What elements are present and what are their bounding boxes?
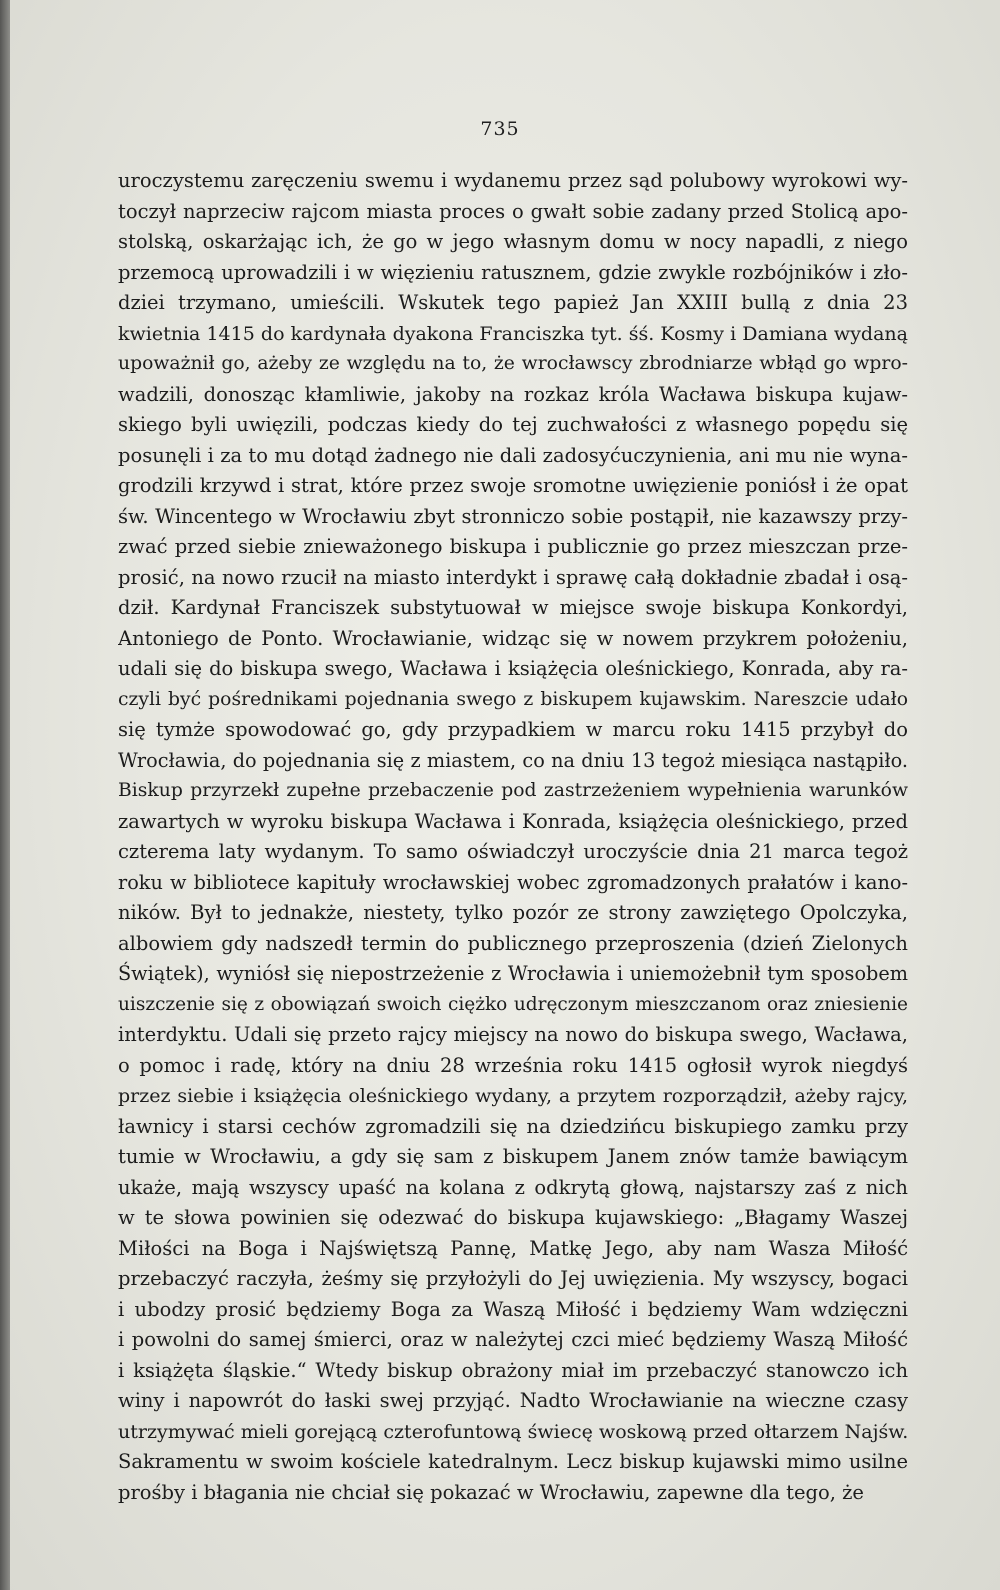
text-line: kwietnia 1415 do kardynała dyakona Franciszka tyt. śś. Kosmy i Damiana wydaną: [118, 322, 908, 345]
text-line: zawartych w wyroku biskupa Wacława i Konrada, książęcia oleśnickiego, przed: [118, 809, 908, 833]
text-line: w te słowa powinien się odezwać do biskupa kujawskiego: „Błagamy Waszej: [118, 1206, 908, 1229]
text-line: Miłości na Boga i Najświętszą Pannę, Matkę Jego, aby nam Wasza Miłość: [118, 1236, 908, 1260]
text-line: wadzili, donosząc kłamliwie, jakoby na rozkaz króla Wacława biskupa kujaw-: [118, 382, 908, 406]
page-number: 735: [480, 118, 520, 140]
text-line: tumie w Wrocławiu, a gdy się sam z biskupem Janem znów tamże bawiącym: [118, 1145, 908, 1168]
text-line: prośby i błagania nie chciał się pokazać w Wrocławiu, zapewne dla tego, że: [118, 1480, 864, 1504]
text-line: czyli być pośrednikami pojednania swego z biskupem kujawskim. Nareszcie udało: [118, 688, 908, 710]
body-text: [118, 166, 908, 1508]
page-edge-shadow: [0, 0, 10, 1590]
text-line: utrzymywać mieli gorejącą czterofuntową świecę woskową przed ołtarzem Najśw.: [118, 1420, 908, 1443]
text-line: Antoniego de Ponto. Wrocławianie, widząc się w nowem przykrem położeniu,: [118, 626, 908, 650]
text-line: prosić, na nowo rzucił na miasto interdykt i sprawę całą dokładnie zbadał i osą-: [118, 565, 908, 589]
text-line: toczył naprzeciw rajcom miasta proces o gwałt sobie zadany przed Stolicą apo-: [118, 199, 908, 223]
text-line: przez siebie i książęcia oleśnickiego wydany, a przytem rozporządził, ażeby rajcy,: [118, 1085, 908, 1107]
text-line: roku w bibliotece kapituły wrocławskiej wobec zgromadzonych prałatów i kano-: [118, 870, 908, 894]
text-line: ławnicy i starsi cechów zgromadzili się na dziedzińcu biskupiego zamku przy: [118, 1114, 908, 1138]
text-line: interdyktu. Udali się przeto rajcy miejscy na nowo do biskupa swego, Wacława,: [118, 1023, 908, 1046]
text-line: o pomoc i radę, który na dniu 28 września roku 1415 ogłosił wyrok niegdyś: [118, 1053, 908, 1077]
text-line: przemocą uprowadzili i w więzieniu ratusznem, gdzie zwykle rozbójników i zło-: [118, 260, 908, 284]
text-line: posunęli i za to mu dotąd żadnego nie dali zadosyćuczynienia, ani mu nie wyna-: [118, 443, 908, 467]
text-line: zwać przed siebie znieważonego biskupa i publicznie go przez mieszczan prze-: [118, 535, 908, 558]
text-line: ukaże, mają wszyscy upaść na kolana z odkrytą głową, najstarszy zaś z nich: [118, 1175, 908, 1199]
text-line: skiego byli uwięzili, podczas kiedy do tej zuchwałości z własnego popędu się: [118, 413, 908, 436]
text-line: albowiem gdy nadszedł termin do publicznego przeproszenia (dzień Zielonych: [118, 931, 908, 955]
text-line: upoważnił go, ażeby ze względu na to, że wrocławscy zbrodniarze wbłąd go wpro-: [118, 353, 908, 374]
text-line: grodzili krzywd i strat, które przez swoje sromotne uwięzienie poniósł i że opat: [118, 474, 908, 497]
text-line: Wrocławia, do pojednania się z miastem, co na dniu 13 tegoż miesiąca nastąpiło.: [118, 748, 908, 772]
text-line: dziei trzymano, umieścili. Wskutek tego papież Jan XXIII bullą z dnia 23: [118, 291, 908, 314]
text-line: ników. Był to jednakże, niestety, tylko pozór ze strony zawziętego Opolczyka,: [118, 901, 908, 924]
text-line: dził. Kardynał Franciszek substytuował w miejsce swoje biskupa Konkordyi,: [118, 596, 908, 619]
text-line: udali się do biskupa swego, Wacława i książęcia oleśnickiego, Konrada, aby ra-: [118, 657, 908, 680]
text-line: Sakramentu w swoim kościele katedralnym. Lecz biskup kujawski mimo usilne: [118, 1450, 908, 1473]
text-line: Biskup przyrzekł zupełne przebaczenie pod zastrzeżeniem wypełnienia warunków: [118, 780, 908, 801]
text-line: czterema laty wydanym. To samo oświadczył uroczyście dnia 21 marca tegoż: [118, 840, 908, 863]
text-line: i książęta śląskie.“ Wtedy biskup obrażony miał im przebaczyć stanowczo ich: [118, 1358, 908, 1382]
text-line: winy i napowrót do łaski swej przyjąć. Nadto Wrocławianie na wieczne czasy: [118, 1389, 908, 1412]
text-line: stolską, oskarżając ich, że go w jego własnym domu w nocy napadli, z niego: [118, 230, 908, 253]
text-line: uroczystemu zaręczeniu swemu i wydanemu przez sąd polubowy wyrokowi wy-: [118, 169, 908, 192]
text-line: i ubodzy prosić będziemy Boga za Waszą Miłość i będziemy Wam wdzięczni: [118, 1297, 908, 1321]
text-line: św. Wincentego w Wrocławiu zbyt stronniczo sobie postąpił, nie kazawszy przy-: [118, 504, 908, 528]
text-line: się tymże spowodować go, gdy przypadkiem w marcu roku 1415 przybył do: [118, 718, 908, 741]
text-line: przebaczyć raczyła, żeśmy się przyłożyli do Jej uwięzienia. My wszyscy, bogaci: [118, 1267, 908, 1290]
text-line: Świątek), wyniósł się niepostrzeżenie z Wrocławia i uniemożebnił tym sposobem: [118, 962, 908, 985]
text-line: uiszczenie się z obowiązań swoich ciężko udręczonym mieszczanom oraz zniesienie: [118, 993, 908, 1015]
text-line: i powolni do samej śmierci, oraz w należytej czci mieć będziemy Waszą Miłość: [118, 1328, 908, 1351]
